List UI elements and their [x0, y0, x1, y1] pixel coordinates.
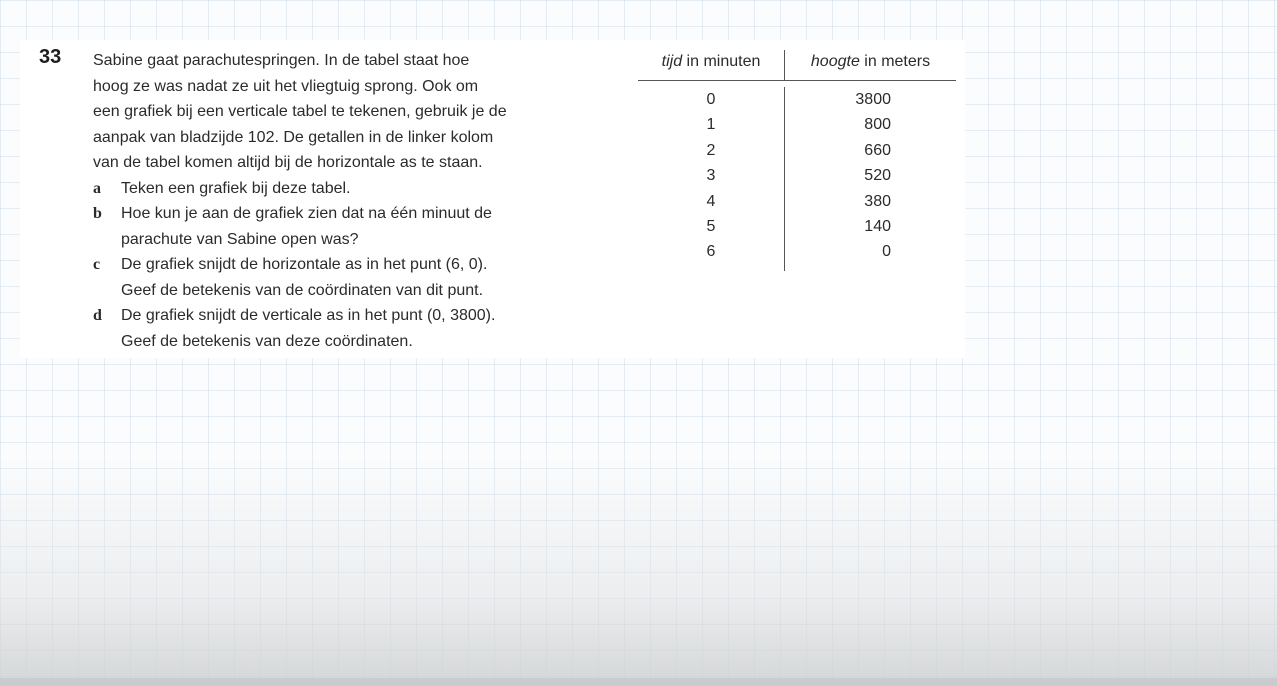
bottom-edge [0, 678, 1277, 686]
subquestion-a [93, 176, 593, 202]
table-cell-height: 3800 [855, 91, 891, 108]
subquestion-line: De grafiek snijdt de horizontale as in het punt (6, 0). [121, 256, 488, 273]
table-cell-height: 800 [864, 116, 891, 134]
subquestion-letter: c [93, 256, 101, 273]
table-cell-time: 4 [706, 192, 716, 210]
table-cell-time: 6 [706, 243, 716, 261]
subquestion-letter: d [93, 307, 102, 324]
exercise-text [93, 48, 593, 354]
table-header-row [638, 50, 956, 81]
table-column-height [785, 87, 956, 271]
table-cell-time: 5 [706, 217, 716, 235]
data-table [638, 50, 956, 271]
subquestion-line: Geef de betekenis van de coördinaten van dit punt. [121, 281, 484, 299]
bottom-shadow [0, 456, 1277, 686]
subquestion-b [93, 201, 593, 252]
table-cell-height: 520 [864, 167, 891, 185]
table-column-time [638, 87, 785, 271]
intro-line: een grafiek bij een verticale tabel te tekenen, gebruik je de [93, 103, 507, 120]
table-cell-time: 0 [706, 91, 716, 108]
table-header-height: hoogte in meters [810, 53, 931, 70]
subquestion-letter: a [93, 179, 101, 197]
intro-line: hoog ze was nadat ze uit het vliegtuig sprong. Ook om [93, 77, 479, 95]
subquestion-line: Geef de betekenis van deze coördinaten. [121, 332, 413, 350]
subquestion-d [93, 303, 593, 354]
table-cell-time: 1 [706, 116, 716, 134]
subquestion-line: Teken een grafiek bij deze tabel. [121, 179, 351, 197]
subquestion-letter: b [93, 205, 102, 222]
table-cell-height: 140 [864, 217, 891, 235]
table-cell-time: 3 [706, 167, 716, 185]
table-cell-height: 380 [864, 192, 891, 210]
table-cell-height: 0 [882, 243, 891, 261]
intro-line: Sabine gaat parachutespringen. In de tabel staat hoe [93, 52, 470, 69]
table-header-time: tijd in minuten [638, 50, 785, 80]
subquestion-line: Hoe kun je aan de grafiek zien dat na één minuut de [121, 205, 492, 222]
exercise-number: 33 [39, 46, 62, 68]
table-cell-height: 660 [864, 141, 891, 159]
subquestion-line: De grafiek snijdt de verticale as in het punt (0, 3800). [121, 307, 496, 324]
table-body [638, 81, 956, 271]
subquestion-line: parachute van Sabine open was? [121, 230, 359, 248]
intro-line: van de tabel komen altijd bij de horizontale as te staan. [93, 154, 483, 171]
subquestion-c [93, 252, 593, 303]
intro-line: aanpak van bladzijde 102. De getallen in de linker kolom [93, 128, 494, 146]
table-cell-time: 2 [706, 141, 716, 159]
